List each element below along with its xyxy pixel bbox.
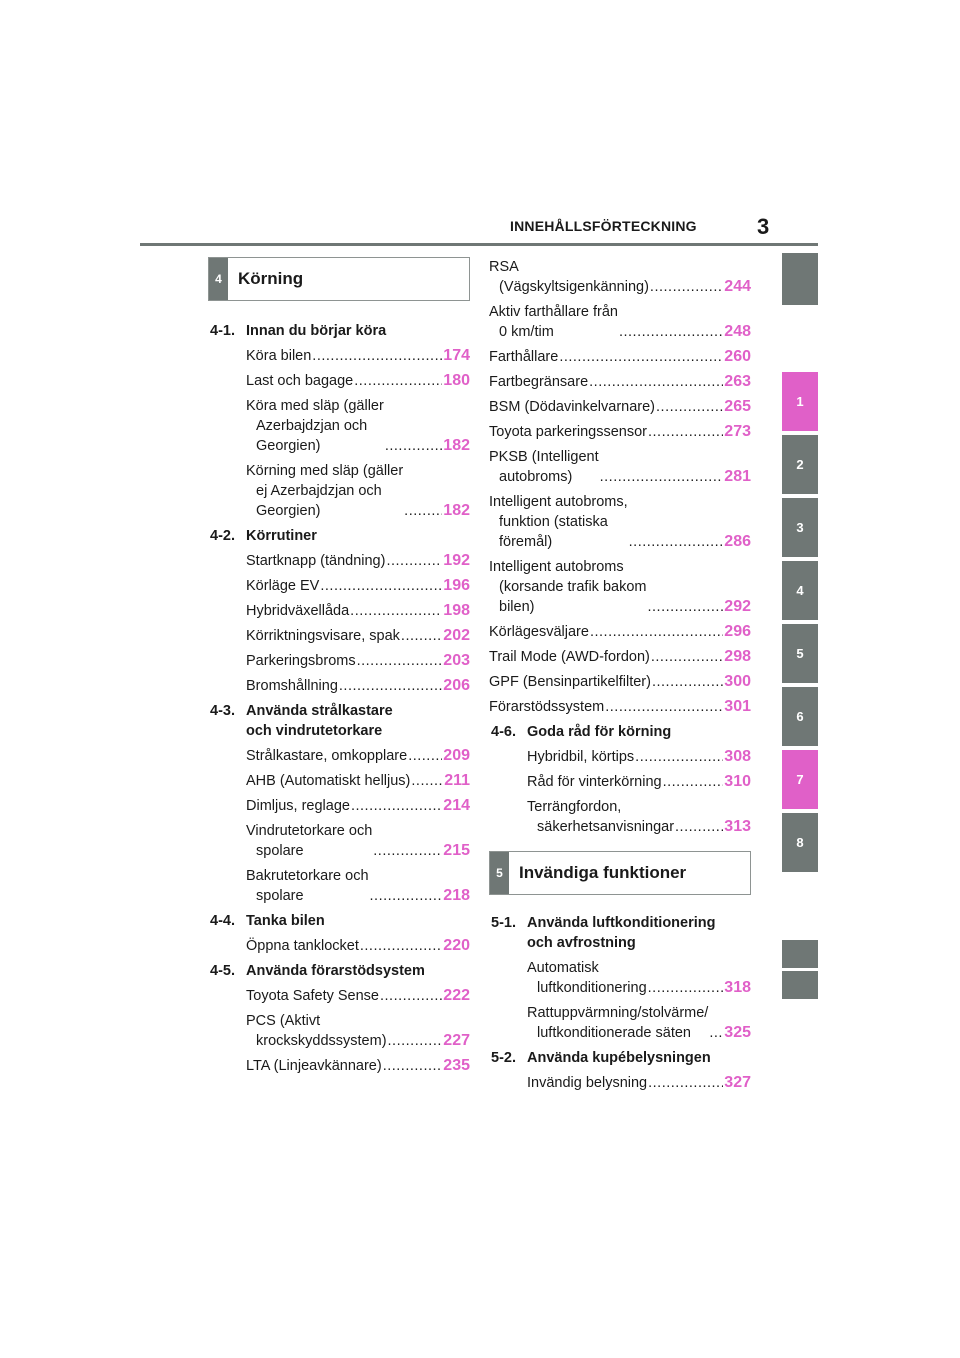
subsection-number: 5-1. [491, 915, 516, 931]
dot-leader [401, 626, 442, 646]
section-number: 5 [490, 852, 509, 894]
entry-label-line: Bromshållning [246, 678, 338, 694]
dot-leader [404, 501, 442, 521]
entry-label [246, 1011, 387, 1051]
section-header-4 [208, 257, 470, 301]
entry-label-line: Rattuppvärmning/stolvärme/ [527, 1005, 709, 1021]
dot-leader [385, 436, 442, 456]
page-link[interactable]: 215 [443, 842, 470, 859]
entry-label-line: föremål) [499, 534, 553, 550]
page-link[interactable]: 198 [443, 602, 470, 619]
chapter-tab-6[interactable]: 6 [782, 687, 818, 746]
dot-leader [388, 1031, 443, 1051]
entry-label-line: PKSB (Intelligent [489, 449, 599, 465]
toc-entry[interactable] [489, 697, 751, 717]
entry-label [246, 986, 379, 1006]
entry-label [246, 676, 338, 696]
entry-label-line: Automatisk [527, 960, 599, 976]
chapter-tab-blank-index [782, 940, 818, 968]
page-link[interactable]: 214 [443, 797, 470, 814]
entry-label [527, 797, 674, 837]
entry-label [527, 747, 634, 767]
entry-label-line: Köra med släp (gäller [246, 398, 384, 414]
page-link[interactable]: 222 [443, 987, 470, 1004]
dot-leader [360, 936, 442, 956]
subsection-title: Använda förarstödsystem [246, 963, 425, 979]
toc-entry[interactable] [246, 986, 470, 1006]
dot-leader [320, 576, 442, 596]
subsection-heading [491, 913, 751, 953]
entry-label [246, 551, 385, 571]
toc-entry[interactable] [489, 557, 751, 617]
toc-entry[interactable] [246, 576, 470, 596]
toc-entry[interactable] [246, 601, 470, 621]
entry-label-line: funktion (statiska [499, 514, 608, 530]
page-link[interactable]: 218 [443, 887, 470, 904]
entry-label-line: AHB (Automatiskt helljus) [246, 773, 411, 789]
dot-leader [648, 422, 723, 442]
entry-label-line: Förarstödssystem [489, 699, 605, 715]
subsection-heading [210, 911, 470, 931]
dot-leader [590, 622, 723, 642]
subsection-number: 4-4. [210, 913, 235, 929]
toc-entry[interactable] [527, 797, 751, 837]
entry-label [527, 1073, 647, 1093]
entry-label [489, 257, 649, 297]
page-link[interactable]: 206 [443, 677, 470, 694]
dot-leader [386, 551, 442, 571]
dot-leader [656, 397, 723, 417]
toc-entry[interactable] [489, 492, 751, 552]
header-title: INNEHÅLLSFÖRTECKNING [510, 218, 697, 234]
chapter-tab-2[interactable]: 2 [782, 435, 818, 494]
dot-leader [339, 676, 442, 696]
page-link[interactable]: 298 [724, 648, 751, 665]
page-link[interactable]: 192 [443, 552, 470, 569]
chapter-tab-8[interactable]: 8 [782, 813, 818, 872]
entry-label-line: luftkonditionering [537, 980, 647, 996]
entry-label-line: RSA [489, 259, 519, 275]
page-link[interactable]: 235 [443, 1057, 470, 1074]
page-link[interactable]: 260 [724, 348, 751, 365]
entry-label [246, 866, 369, 906]
toc-entry[interactable] [527, 958, 751, 998]
entry-label-line: spolare [256, 843, 304, 859]
entry-label-line: Intelligent autobroms, [489, 494, 628, 510]
dot-leader [675, 817, 723, 837]
entry-label-line: Terrängfordon, [527, 799, 622, 815]
dot-leader [411, 771, 443, 791]
entry-label [527, 958, 647, 998]
entry-label-line: Bakrutetorkare och [246, 868, 369, 884]
toc-entry[interactable] [527, 772, 751, 792]
page-link[interactable]: 202 [443, 627, 470, 644]
chapter-tab-7[interactable]: 7 [782, 750, 818, 809]
toc-entry[interactable] [527, 1073, 751, 1093]
subsection-heading [210, 321, 470, 341]
page-link[interactable]: 180 [443, 372, 470, 389]
toc-entry[interactable] [246, 866, 470, 906]
toc-entry[interactable] [246, 551, 470, 571]
toc-entry[interactable] [527, 1003, 751, 1043]
page-link[interactable]: 273 [724, 423, 751, 440]
page-link[interactable]: 301 [724, 698, 751, 715]
entry-label-line: Georgien) [256, 503, 321, 519]
subsection-title: Använda kupébelysningen [527, 1050, 711, 1066]
page-link[interactable]: 318 [724, 979, 751, 996]
toc-entry[interactable] [246, 771, 470, 791]
entry-label [489, 697, 604, 717]
entry-label [489, 672, 651, 692]
dot-leader [648, 1073, 723, 1093]
page-link[interactable]: 182 [443, 437, 470, 454]
toc-entry[interactable] [246, 746, 470, 766]
chapter-tab-4[interactable]: 4 [782, 561, 818, 620]
toc-entry[interactable] [246, 936, 470, 956]
entry-label [489, 347, 558, 367]
subsection-title: Körrutiner [246, 528, 317, 544]
toc-entry[interactable] [246, 1011, 470, 1051]
page-link[interactable]: 308 [724, 748, 751, 765]
dot-leader [370, 886, 443, 906]
chapter-tab-blank-top [782, 253, 818, 305]
page-link[interactable]: 327 [724, 1074, 751, 1091]
page-link[interactable]: 182 [443, 502, 470, 519]
dot-leader [648, 978, 724, 998]
chapter-tab-3[interactable]: 3 [782, 498, 818, 557]
page-link[interactable]: 174 [443, 347, 470, 364]
page-link[interactable]: 220 [443, 937, 470, 954]
entry-label-line: Farthållare [489, 349, 559, 365]
dot-leader [635, 747, 723, 767]
dot-leader [383, 1056, 443, 1076]
toc-entry[interactable] [246, 676, 470, 696]
toc-entry[interactable] [246, 1056, 470, 1076]
subsection-heading [210, 961, 470, 981]
entry-label-line: luftkonditionerade säten [537, 1025, 691, 1041]
toc-entry[interactable] [246, 821, 470, 861]
entry-label-line: GPF (Bensinpartikelfilter) [489, 674, 651, 690]
entry-label-line: Råd för vinterkörning [527, 774, 662, 790]
entry-label-line: Toyota Safety Sense [246, 988, 379, 1004]
page-link[interactable]: 281 [724, 468, 751, 485]
toc-entry[interactable] [489, 302, 751, 342]
dot-leader [380, 986, 442, 1006]
entry-label-line: Hybridbil, körtips [527, 749, 635, 765]
page-link[interactable]: 310 [724, 773, 751, 790]
entry-label [246, 796, 350, 816]
toc-entry[interactable] [489, 372, 751, 392]
entry-label-line: Invändig belysning [527, 1075, 648, 1091]
entry-label [527, 772, 662, 792]
entry-label-line: Georgien) [256, 438, 321, 454]
entry-label [489, 447, 599, 487]
entry-label-line: Azerbajdzjan och [256, 418, 368, 434]
entry-label [489, 302, 618, 342]
entry-label [246, 371, 353, 391]
dot-leader [600, 467, 724, 487]
entry-label-line: Intelligent autobroms [489, 559, 624, 575]
subsection-title: Använda strålkastare och vindrutetorkare [246, 703, 393, 739]
entry-label-line: (Vägskyltsigenkänning) [499, 279, 649, 295]
entry-label [246, 576, 319, 596]
subsection-title: Tanka bilen [246, 913, 325, 929]
dot-leader [408, 746, 442, 766]
page-number: 3 [757, 214, 770, 239]
dot-leader [373, 841, 442, 861]
section-number: 4 [209, 258, 228, 300]
entry-label-line: säkerhetsanvisningar [537, 819, 675, 835]
right-groups-before [489, 722, 751, 837]
page-link[interactable]: 325 [724, 1024, 751, 1041]
entry-label-line: Last och bagage [246, 373, 354, 389]
dot-leader [663, 772, 724, 792]
page-link[interactable]: 265 [724, 398, 751, 415]
dot-leader [357, 651, 443, 671]
right-groups-after [489, 913, 751, 1093]
entry-label [489, 492, 628, 552]
entry-label-line: ej Azerbajdzjan och [256, 483, 382, 499]
entry-label-line: Aktiv farthållare från [489, 304, 618, 320]
subsection-heading [491, 1048, 751, 1068]
page-link[interactable]: 227 [443, 1032, 470, 1049]
toc-entry[interactable] [489, 422, 751, 442]
dot-leader [350, 601, 442, 621]
subsection-number: 4-1. [210, 323, 235, 339]
entry-label-line: Trail Mode (AWD-fordon) [489, 649, 650, 665]
entry-label-line: Startknapp (tändning) [246, 553, 386, 569]
chapter-tab-5[interactable]: 5 [782, 624, 818, 683]
page-link[interactable]: 263 [724, 373, 751, 390]
dot-leader [351, 796, 442, 816]
dot-leader [312, 346, 442, 366]
dot-leader [651, 647, 723, 667]
page-link[interactable]: 211 [444, 772, 470, 789]
toc-entry[interactable] [489, 257, 751, 297]
subsection-number: 5-2. [491, 1050, 516, 1066]
entry-label-line: krockskyddssystem) [256, 1033, 387, 1049]
toc-entry[interactable] [246, 346, 470, 366]
entry-label [489, 397, 655, 417]
subsection-heading [210, 701, 470, 741]
entry-label [246, 626, 400, 646]
entry-label [246, 746, 407, 766]
subsection-title: Goda råd för körning [527, 724, 672, 740]
subsection-number: 4-5. [210, 963, 235, 979]
toc-entry[interactable] [246, 396, 470, 456]
toc-entry[interactable] [489, 622, 751, 642]
toc-entry[interactable] [489, 647, 751, 667]
left-groups [208, 321, 470, 1076]
entry-label-line: Strålkastare, omkopplare [246, 748, 408, 764]
entry-label [246, 936, 359, 956]
dot-leader [559, 347, 723, 367]
toc-entry[interactable] [489, 447, 751, 487]
subsection-heading [210, 526, 470, 546]
toc-left-column [208, 257, 470, 1081]
entry-label-line: Dimljus, reglage [246, 798, 350, 814]
header-rule [140, 243, 818, 246]
entry-label [246, 1056, 382, 1076]
entry-label-line: Körläge EV [246, 578, 320, 594]
entry-label-line: Parkeringsbroms [246, 653, 356, 669]
entry-label-line: LTA (Linjeavkännare) [246, 1058, 382, 1074]
subsection-title: Innan du börjar köra [246, 323, 387, 339]
toc-entry[interactable] [246, 626, 470, 646]
dot-leader [709, 1023, 723, 1043]
chapter-tab-1[interactable]: 1 [782, 372, 818, 431]
toc-entry[interactable] [246, 796, 470, 816]
entry-label [489, 647, 650, 667]
entry-label-line: Körlägesväljare [489, 624, 589, 640]
page-link[interactable]: 244 [724, 278, 751, 295]
entry-label-line: Fartbegränsare [489, 374, 589, 390]
page-link[interactable]: 292 [724, 598, 751, 615]
entry-label-line: (korsande trafik bakom [499, 579, 647, 595]
entry-label-line: Hybridväxellåda [246, 603, 350, 619]
entry-label-line: Körriktningsvisare, spak [246, 628, 400, 644]
entry-label-line: spolare [256, 888, 304, 904]
dot-leader [619, 322, 723, 342]
toc-right-column [489, 257, 751, 1098]
dot-leader [589, 372, 723, 392]
toc-entry[interactable] [527, 747, 751, 767]
entry-label-line: 0 km/tim [499, 324, 554, 340]
section-header-5 [489, 851, 751, 895]
dot-leader [629, 532, 724, 552]
page-link[interactable]: 203 [443, 652, 470, 669]
entry-label [489, 622, 589, 642]
dot-leader [650, 277, 723, 297]
subsection-number: 4-2. [210, 528, 235, 544]
entry-label-line: autobroms) [499, 469, 573, 485]
entry-label [489, 422, 647, 442]
entry-label-line: bilen) [499, 599, 535, 615]
page-link[interactable]: 313 [724, 818, 751, 835]
page-link[interactable]: 286 [724, 533, 751, 550]
chapter-tab-blank-end [782, 971, 818, 999]
toc-entry[interactable] [489, 672, 751, 692]
subsection-heading [491, 722, 751, 742]
section-title: Invändiga funktioner [519, 863, 687, 882]
right-top-entries [451, 257, 751, 717]
entry-label [246, 601, 349, 621]
dot-leader [652, 672, 723, 692]
entry-label-line: Toyota parkeringssensor [489, 424, 647, 440]
entry-label-line: Vindrutetorkare och [246, 823, 373, 839]
toc-entry[interactable] [246, 461, 470, 521]
entry-label [246, 461, 403, 521]
toc-entry[interactable] [246, 651, 470, 671]
toc-entry[interactable] [246, 371, 470, 391]
dot-leader [605, 697, 723, 717]
section-title: Körning [238, 269, 304, 288]
dot-leader [354, 371, 442, 391]
page-link[interactable]: 248 [724, 323, 751, 340]
page-link[interactable]: 300 [724, 673, 751, 690]
toc-entry[interactable] [489, 347, 751, 367]
page-link[interactable]: 296 [724, 623, 751, 640]
dot-leader [647, 597, 723, 617]
entry-label [246, 651, 356, 671]
entry-label [489, 372, 588, 392]
entry-label [246, 346, 311, 366]
entry-label [246, 821, 372, 861]
entry-label [246, 396, 384, 456]
subsection-number: 4-3. [210, 703, 235, 719]
entry-label-line: BSM (Dödavinkelvarnare) [489, 399, 656, 415]
entry-label [246, 771, 410, 791]
subsection-title: Använda luftkonditionering och avfrostning [527, 915, 716, 951]
subsection-number: 4-6. [491, 724, 516, 740]
page-link[interactable]: 209 [443, 747, 470, 764]
entry-label [489, 557, 646, 617]
entry-label-line: Körning med släp (gäller [246, 463, 404, 479]
page-link[interactable]: 196 [443, 577, 470, 594]
entry-label [527, 1003, 708, 1043]
entry-label-line: PCS (Aktivt [246, 1013, 321, 1029]
entry-label-line: Köra bilen [246, 348, 312, 364]
toc-entry[interactable] [489, 397, 751, 417]
entry-label-line: Öppna tanklocket [246, 938, 359, 954]
